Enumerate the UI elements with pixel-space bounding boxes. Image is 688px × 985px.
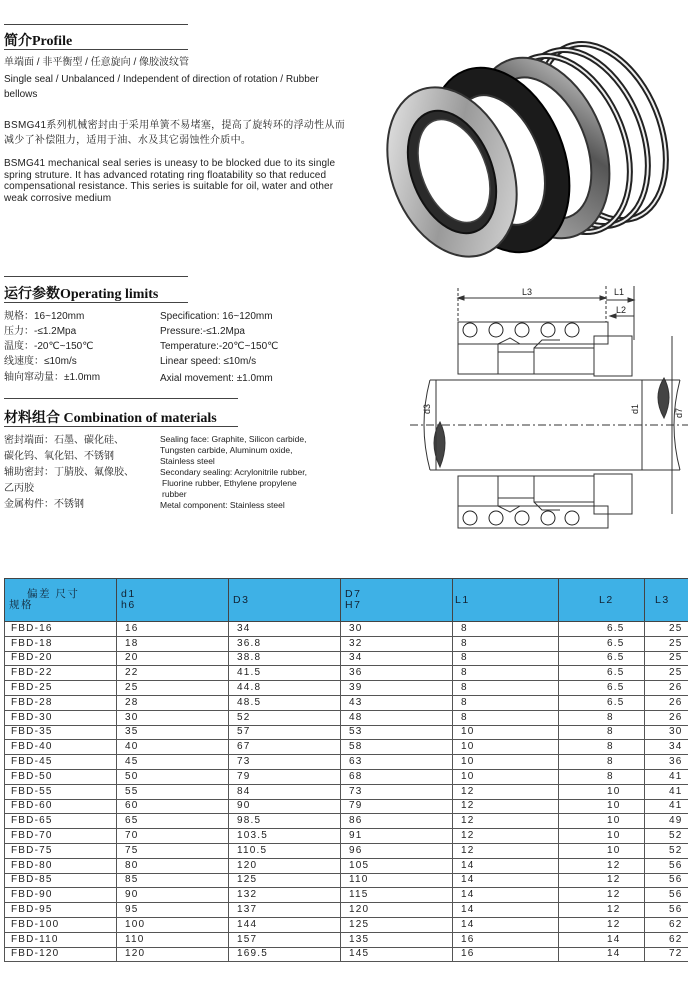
cell-l2: 14 bbox=[559, 947, 645, 962]
operating-title: 运行参数Operating limits bbox=[4, 287, 159, 302]
spec-table bbox=[4, 578, 688, 962]
cell-d3: 34 bbox=[229, 622, 341, 637]
cell-d3: 36.8 bbox=[229, 636, 341, 651]
cell-l3: 41 bbox=[645, 769, 688, 784]
cell-d3: 90 bbox=[229, 799, 341, 814]
cell-d3: 41.5 bbox=[229, 666, 341, 681]
cell-d7: 68 bbox=[341, 769, 453, 784]
cell-d7: 63 bbox=[341, 755, 453, 770]
header-l1: L1 bbox=[453, 579, 559, 622]
cell-d1: 120 bbox=[117, 947, 229, 962]
table-row bbox=[5, 829, 688, 844]
cell-l1: 8 bbox=[453, 622, 559, 637]
cell-l1: 12 bbox=[453, 784, 559, 799]
cell-d1: 30 bbox=[117, 710, 229, 725]
cell-d1: 40 bbox=[117, 740, 229, 755]
cell-l3: 36 bbox=[645, 755, 688, 770]
cell-l2: 6.5 bbox=[559, 681, 645, 696]
cell-l2: 6.5 bbox=[559, 666, 645, 681]
cell-model: FBD-95 bbox=[5, 903, 117, 918]
cell-l1: 8 bbox=[453, 636, 559, 651]
materials-cn-1: 碳化钨、氧化铝、不锈钢 bbox=[4, 451, 114, 462]
cell-l3: 49 bbox=[645, 814, 688, 829]
operating-cn-3: 线速度：≤10m/s bbox=[4, 356, 77, 367]
cell-model: FBD-22 bbox=[5, 666, 117, 681]
cell-d7: 53 bbox=[341, 725, 453, 740]
cell-d3: 132 bbox=[229, 888, 341, 903]
cell-d3: 110.5 bbox=[229, 843, 341, 858]
operating-en-4: Axial movement: ±1.0mm bbox=[160, 373, 273, 384]
cell-l3: 56 bbox=[645, 858, 688, 873]
materials-en-2: Stainless steel bbox=[160, 456, 215, 466]
operating-cn-0: 规格：16~120mm bbox=[4, 311, 85, 322]
cell-l3: 62 bbox=[645, 932, 688, 947]
cell-d7: 39 bbox=[341, 681, 453, 696]
label-d3: d3 bbox=[422, 403, 432, 414]
cell-d7: 43 bbox=[341, 695, 453, 710]
cell-l2: 8 bbox=[559, 725, 645, 740]
cell-l2: 8 bbox=[559, 755, 645, 770]
materials-bottom-rule bbox=[4, 426, 238, 427]
cell-l2: 10 bbox=[559, 799, 645, 814]
cell-model: FBD-18 bbox=[5, 636, 117, 651]
table-row bbox=[5, 843, 688, 858]
operating-en-2: Temperature:-20℃~150℃ bbox=[160, 341, 279, 352]
cell-l1: 8 bbox=[453, 651, 559, 666]
cell-l2: 10 bbox=[559, 814, 645, 829]
cell-d1: 80 bbox=[117, 858, 229, 873]
cell-d7: 34 bbox=[341, 651, 453, 666]
cell-d1: 25 bbox=[117, 681, 229, 696]
cell-l3: 56 bbox=[645, 888, 688, 903]
header-d3: D3 bbox=[229, 579, 341, 622]
table-row bbox=[5, 888, 688, 903]
table-row bbox=[5, 903, 688, 918]
operating-en-1: Pressure:-≤1.2Mpa bbox=[160, 326, 245, 337]
cell-d1: 70 bbox=[117, 829, 229, 844]
cell-d7: 36 bbox=[341, 666, 453, 681]
cell-l3: 26 bbox=[645, 681, 688, 696]
cell-l2: 10 bbox=[559, 829, 645, 844]
cell-d3: 79 bbox=[229, 769, 341, 784]
cell-l3: 52 bbox=[645, 829, 688, 844]
cell-l2: 10 bbox=[559, 784, 645, 799]
table-row bbox=[5, 622, 688, 637]
cell-d3: 44.8 bbox=[229, 681, 341, 696]
cell-d7: 120 bbox=[341, 903, 453, 918]
cell-d1: 50 bbox=[117, 769, 229, 784]
materials-en-4: Fluorine rubber, Ethylene propylene bbox=[162, 478, 297, 488]
cell-d1: 28 bbox=[117, 695, 229, 710]
cell-l1: 16 bbox=[453, 932, 559, 947]
cell-l2: 12 bbox=[559, 917, 645, 932]
cell-d3: 73 bbox=[229, 755, 341, 770]
cell-model: FBD-75 bbox=[5, 843, 117, 858]
cell-l1: 14 bbox=[453, 888, 559, 903]
materials-en-6: Metal component: Stainless steel bbox=[160, 500, 285, 510]
profile-cn-tags: 单端面 / 非平衡型 / 任意旋向 / 像胶波纹管 bbox=[4, 57, 190, 68]
header-d7-line1: D7 bbox=[345, 588, 362, 600]
operating-cn-2: 温度：-20℃~150℃ bbox=[4, 341, 94, 352]
cell-l3: 26 bbox=[645, 695, 688, 710]
table-row bbox=[5, 725, 688, 740]
materials-cn-4: 金属构件：不锈钢 bbox=[4, 499, 84, 510]
cell-l2: 8 bbox=[559, 740, 645, 755]
label-l1: L1 bbox=[614, 287, 625, 297]
cell-l1: 12 bbox=[453, 829, 559, 844]
materials-en-5: rubber bbox=[162, 489, 187, 499]
label-d1: d1 bbox=[630, 403, 640, 414]
cell-model: FBD-25 bbox=[5, 681, 117, 696]
cell-l3: 30 bbox=[645, 725, 688, 740]
cell-d7: 135 bbox=[341, 932, 453, 947]
table-row bbox=[5, 636, 688, 651]
cell-model: FBD-50 bbox=[5, 769, 117, 784]
cell-d7: 32 bbox=[341, 636, 453, 651]
profile-cn-desc: BSMG41系列机械密封由于采用单簧不易堵塞，提高了旋转环的浮动性从而减少了补偿阻力，适用于油、水及其它弱蚀性介质中。 bbox=[4, 120, 346, 146]
header-corner-bottom: 规格 bbox=[9, 599, 33, 611]
cell-d3: 120 bbox=[229, 858, 341, 873]
operating-top-rule bbox=[4, 276, 188, 277]
cell-l1: 14 bbox=[453, 917, 559, 932]
table-row bbox=[5, 755, 688, 770]
cell-d7: 73 bbox=[341, 784, 453, 799]
cell-d1: 16 bbox=[117, 622, 229, 637]
operating-bottom-rule bbox=[4, 302, 188, 303]
cell-l1: 16 bbox=[453, 947, 559, 962]
label-l2: L2 bbox=[616, 305, 627, 315]
label-d7: d7 bbox=[674, 407, 684, 418]
materials-en-1: Tungsten carbide, Aluminum oxide, bbox=[160, 445, 293, 455]
cell-model: FBD-90 bbox=[5, 888, 117, 903]
table-row bbox=[5, 710, 688, 725]
spec-table-body bbox=[5, 622, 688, 962]
cell-d3: 157 bbox=[229, 932, 341, 947]
cell-l3: 25 bbox=[645, 622, 688, 637]
label-l3: L3 bbox=[522, 287, 533, 297]
cell-model: FBD-100 bbox=[5, 917, 117, 932]
operating-en-0: Specification: 16~120mm bbox=[160, 311, 273, 322]
cell-l3: 25 bbox=[645, 651, 688, 666]
table-row bbox=[5, 799, 688, 814]
cell-d7: 115 bbox=[341, 888, 453, 903]
cell-l2: 6.5 bbox=[559, 636, 645, 651]
cell-model: FBD-55 bbox=[5, 784, 117, 799]
table-row bbox=[5, 681, 688, 696]
operating-en-3: Linear speed: ≤10m/s bbox=[160, 356, 257, 367]
header-d1-line2: h6 bbox=[121, 599, 136, 611]
cell-model: FBD-28 bbox=[5, 695, 117, 710]
cell-model: FBD-110 bbox=[5, 932, 117, 947]
cell-d3: 48.5 bbox=[229, 695, 341, 710]
table-row bbox=[5, 814, 688, 829]
cell-l1: 10 bbox=[453, 755, 559, 770]
seal-cross-section-drawing bbox=[410, 282, 688, 532]
cell-l1: 8 bbox=[453, 695, 559, 710]
cell-d1: 90 bbox=[117, 888, 229, 903]
operating-cn-4: 轴向窜动量：±1.0mm bbox=[4, 372, 101, 383]
materials-en-0: Sealing face: Graphite, Silicon carbide, bbox=[160, 434, 307, 444]
cell-d3: 125 bbox=[229, 873, 341, 888]
cell-l1: 8 bbox=[453, 666, 559, 681]
table-row bbox=[5, 858, 688, 873]
cell-d3: 103.5 bbox=[229, 829, 341, 844]
cell-d1: 75 bbox=[117, 843, 229, 858]
table-row bbox=[5, 873, 688, 888]
table-row bbox=[5, 666, 688, 681]
cell-l3: 52 bbox=[645, 843, 688, 858]
cell-l1: 12 bbox=[453, 799, 559, 814]
cell-l2: 6.5 bbox=[559, 651, 645, 666]
cell-l3: 41 bbox=[645, 799, 688, 814]
cell-d3: 67 bbox=[229, 740, 341, 755]
cell-l3: 34 bbox=[645, 740, 688, 755]
cell-d7: 110 bbox=[341, 873, 453, 888]
cell-l3: 25 bbox=[645, 636, 688, 651]
cell-model: FBD-65 bbox=[5, 814, 117, 829]
cell-l1: 12 bbox=[453, 843, 559, 858]
cell-l2: 8 bbox=[559, 769, 645, 784]
profile-en-tags: Single seal / Unbalanced / Independent of direction of rotation / Rubber bellows bbox=[4, 74, 319, 100]
cell-d1: 95 bbox=[117, 903, 229, 918]
cell-l1: 8 bbox=[453, 681, 559, 696]
profile-title: 简介Profile bbox=[4, 34, 73, 49]
cell-model: FBD-45 bbox=[5, 755, 117, 770]
profile-en-desc: BSMG41 mechanical seal series is uneasy to be blocked due to its single spring struture. It has advanced rotating ring floatability so that reduced compensational resistance. This series is suitable for oil, water and other weak corrosive medium bbox=[4, 158, 336, 204]
seal-product-photo bbox=[372, 12, 688, 274]
cell-d1: 35 bbox=[117, 725, 229, 740]
cell-l1: 14 bbox=[453, 858, 559, 873]
cell-l1: 10 bbox=[453, 725, 559, 740]
cell-model: FBD-80 bbox=[5, 858, 117, 873]
cell-l1: 14 bbox=[453, 903, 559, 918]
cell-d3: 57 bbox=[229, 725, 341, 740]
cell-d7: 79 bbox=[341, 799, 453, 814]
cell-d1: 18 bbox=[117, 636, 229, 651]
cell-d3: 52 bbox=[229, 710, 341, 725]
cell-d1: 60 bbox=[117, 799, 229, 814]
cell-l2: 10 bbox=[559, 843, 645, 858]
cell-d3: 84 bbox=[229, 784, 341, 799]
cell-d1: 20 bbox=[117, 651, 229, 666]
cell-d7: 58 bbox=[341, 740, 453, 755]
cell-d7: 91 bbox=[341, 829, 453, 844]
cell-l3: 26 bbox=[645, 710, 688, 725]
cell-model: FBD-16 bbox=[5, 622, 117, 637]
materials-title: 材料组合 Combination of materials bbox=[4, 411, 217, 426]
cell-l1: 14 bbox=[453, 873, 559, 888]
materials-cn-3: 乙丙胶 bbox=[4, 483, 34, 494]
profile-top-rule bbox=[4, 24, 188, 25]
header-d7-line2: H7 bbox=[345, 599, 362, 611]
table-row bbox=[5, 947, 688, 962]
cell-l3: 56 bbox=[645, 873, 688, 888]
cell-d3: 137 bbox=[229, 903, 341, 918]
header-l3: L3 bbox=[645, 579, 688, 622]
cell-d7: 145 bbox=[341, 947, 453, 962]
cell-d7: 30 bbox=[341, 622, 453, 637]
materials-top-rule bbox=[4, 398, 238, 399]
table-row bbox=[5, 695, 688, 710]
cell-l1: 10 bbox=[453, 740, 559, 755]
cell-model: FBD-120 bbox=[5, 947, 117, 962]
cell-l2: 12 bbox=[559, 873, 645, 888]
cell-l2: 12 bbox=[559, 888, 645, 903]
cell-model: FBD-85 bbox=[5, 873, 117, 888]
cell-l2: 12 bbox=[559, 858, 645, 873]
cell-d1: 22 bbox=[117, 666, 229, 681]
cell-l3: 25 bbox=[645, 666, 688, 681]
cell-d1: 110 bbox=[117, 932, 229, 947]
cell-l3: 62 bbox=[645, 917, 688, 932]
cell-d3: 98.5 bbox=[229, 814, 341, 829]
table-row bbox=[5, 740, 688, 755]
cell-d7: 105 bbox=[341, 858, 453, 873]
header-corner-top: 偏差 尺寸 bbox=[27, 588, 80, 600]
cell-model: FBD-70 bbox=[5, 829, 117, 844]
operating-cn-1: 压力：-≤1.2Mpa bbox=[4, 326, 77, 337]
header-d1 bbox=[117, 579, 229, 622]
cell-l3: 56 bbox=[645, 903, 688, 918]
cell-l2: 14 bbox=[559, 932, 645, 947]
cell-d3: 38.8 bbox=[229, 651, 341, 666]
cell-d7: 86 bbox=[341, 814, 453, 829]
cell-d1: 65 bbox=[117, 814, 229, 829]
cell-l1: 12 bbox=[453, 814, 559, 829]
table-row bbox=[5, 917, 688, 932]
table-row bbox=[5, 651, 688, 666]
cell-l2: 6.5 bbox=[559, 622, 645, 637]
cell-d7: 96 bbox=[341, 843, 453, 858]
cell-l3: 41 bbox=[645, 784, 688, 799]
table-row bbox=[5, 932, 688, 947]
materials-cn-0: 密封端面：石墨、碳化硅、 bbox=[4, 435, 124, 446]
cell-d7: 125 bbox=[341, 917, 453, 932]
table-row bbox=[5, 769, 688, 784]
cell-model: FBD-35 bbox=[5, 725, 117, 740]
header-d7 bbox=[341, 579, 453, 622]
table-row bbox=[5, 784, 688, 799]
cell-d1: 85 bbox=[117, 873, 229, 888]
cell-model: FBD-20 bbox=[5, 651, 117, 666]
cell-d3: 144 bbox=[229, 917, 341, 932]
cell-model: FBD-40 bbox=[5, 740, 117, 755]
cell-model: FBD-30 bbox=[5, 710, 117, 725]
materials-en-3: Secondary sealing: Acrylonitrile rubber, bbox=[160, 467, 307, 477]
table-header-row bbox=[5, 579, 688, 622]
cell-d1: 55 bbox=[117, 784, 229, 799]
cell-l2: 6.5 bbox=[559, 695, 645, 710]
cell-d3: 169.5 bbox=[229, 947, 341, 962]
cell-model: FBD-60 bbox=[5, 799, 117, 814]
cell-d7: 48 bbox=[341, 710, 453, 725]
cell-l2: 8 bbox=[559, 710, 645, 725]
profile-bottom-rule bbox=[4, 49, 188, 50]
cell-l3: 72 bbox=[645, 947, 688, 962]
header-corner bbox=[5, 579, 117, 622]
cell-d1: 100 bbox=[117, 917, 229, 932]
cell-l2: 12 bbox=[559, 903, 645, 918]
cell-l1: 8 bbox=[453, 710, 559, 725]
header-l2: L2 bbox=[559, 579, 645, 622]
cell-d1: 45 bbox=[117, 755, 229, 770]
cell-l1: 10 bbox=[453, 769, 559, 784]
header-d1-line1: d1 bbox=[121, 588, 136, 600]
materials-cn-2: 辅助密封：丁腈胶、氟像胶、 bbox=[4, 467, 134, 478]
